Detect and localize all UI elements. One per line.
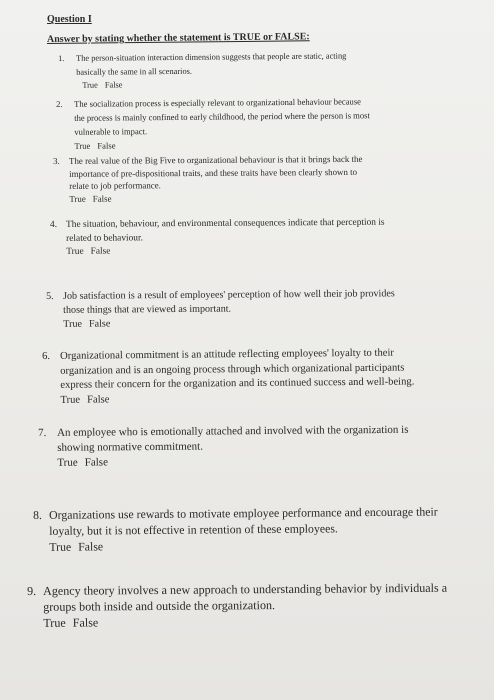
false-option: False bbox=[78, 539, 104, 554]
false-option: False bbox=[87, 393, 110, 406]
question-text: basically the same in all scenarios. bbox=[76, 66, 193, 77]
answer-options bbox=[82, 76, 346, 92]
question-text: the process is mainly confined to early childhood, the period where the person is most bbox=[74, 110, 370, 123]
question-text: The socialization process is especially relevant to organizational behaviour because bbox=[74, 96, 361, 109]
question-text: loyalty, but it is not effective in retention of these employees. bbox=[49, 521, 338, 538]
false-option: False bbox=[97, 140, 116, 151]
false-option: False bbox=[92, 193, 112, 204]
question-text: Job satisfaction is a result of employees' perception of how well their job provides bbox=[63, 288, 395, 302]
true-option: True bbox=[82, 80, 98, 90]
answer-options bbox=[63, 315, 395, 332]
question-number: 2. bbox=[56, 98, 63, 109]
question-number: 9. bbox=[27, 583, 37, 598]
answer-options bbox=[74, 136, 370, 153]
question-number: 1. bbox=[58, 53, 65, 63]
question-9 bbox=[27, 580, 447, 631]
answer-options bbox=[43, 612, 447, 631]
false-option: False bbox=[90, 246, 111, 257]
true-option: True bbox=[49, 539, 72, 554]
question-text: groups both inside and outside the organization. bbox=[43, 598, 276, 614]
question-1 bbox=[58, 49, 347, 92]
question-text: express their concern for the organization and its continued success and well-being. bbox=[60, 376, 415, 391]
question-number: 3. bbox=[53, 155, 60, 166]
true-option: True bbox=[74, 140, 91, 151]
question-text: The person-situation interaction dimension suggests that people are static, acting bbox=[76, 51, 347, 63]
question-text: Organizational commitment is an attitude reflecting employees' loyalty to their bbox=[60, 347, 394, 362]
answer-options bbox=[57, 453, 409, 471]
question-number: 5. bbox=[46, 290, 54, 302]
question-7 bbox=[38, 423, 409, 471]
question-number: 8. bbox=[33, 507, 42, 522]
question-number: 4. bbox=[50, 219, 58, 230]
answer-options bbox=[69, 190, 362, 205]
question-text: The situation, behaviour, and environmental consequences indicate that perception is bbox=[66, 217, 385, 230]
true-option: True bbox=[57, 456, 78, 469]
question-text: those things that are viewed as important. bbox=[63, 303, 232, 316]
answer-options bbox=[66, 244, 385, 260]
instruction-line: Answer by stating whether the statement is TRUE or FALSE: bbox=[46, 31, 310, 45]
question-8 bbox=[33, 503, 438, 555]
question-2 bbox=[56, 94, 370, 153]
question-4 bbox=[50, 217, 385, 260]
true-option: True bbox=[69, 193, 86, 204]
question-text: related to behaviour. bbox=[66, 232, 143, 244]
answer-options bbox=[49, 535, 438, 554]
question-text: Organizations use rewards to motivate employee performance and encourage their bbox=[49, 504, 438, 522]
false-option: False bbox=[104, 80, 123, 90]
question-6 bbox=[42, 346, 415, 408]
false-option: False bbox=[72, 615, 99, 630]
false-option: False bbox=[88, 318, 111, 330]
question-text: importance of pre-dispositional traits, and these traits have been clearly shown to bbox=[69, 166, 358, 179]
true-option: True bbox=[66, 246, 84, 257]
question-3 bbox=[53, 153, 363, 205]
question-text: relate to job performance. bbox=[69, 180, 161, 191]
question-text: vulnerable to impact. bbox=[74, 126, 148, 137]
question-text: An employee who is emotionally attached and involved with the organization is bbox=[57, 423, 409, 439]
true-option: True bbox=[43, 615, 66, 630]
question-text: Agency theory involves a new approach to understanding behavior by individuals a bbox=[43, 580, 448, 598]
false-option: False bbox=[84, 456, 108, 469]
answer-options bbox=[60, 390, 414, 408]
question-text: showing normative commitment. bbox=[57, 440, 203, 454]
question-heading: Question I bbox=[47, 14, 92, 25]
question-number: 6. bbox=[42, 350, 51, 362]
question-text: organization and is an ongoing process through which organizational participants bbox=[60, 362, 405, 377]
question-text: The real value of the Big Five to organizational behaviour is that it brings back the bbox=[69, 153, 363, 166]
question-number: 7. bbox=[38, 426, 47, 439]
true-option: True bbox=[63, 318, 83, 330]
true-option: True bbox=[60, 394, 81, 406]
question-5 bbox=[46, 287, 395, 332]
